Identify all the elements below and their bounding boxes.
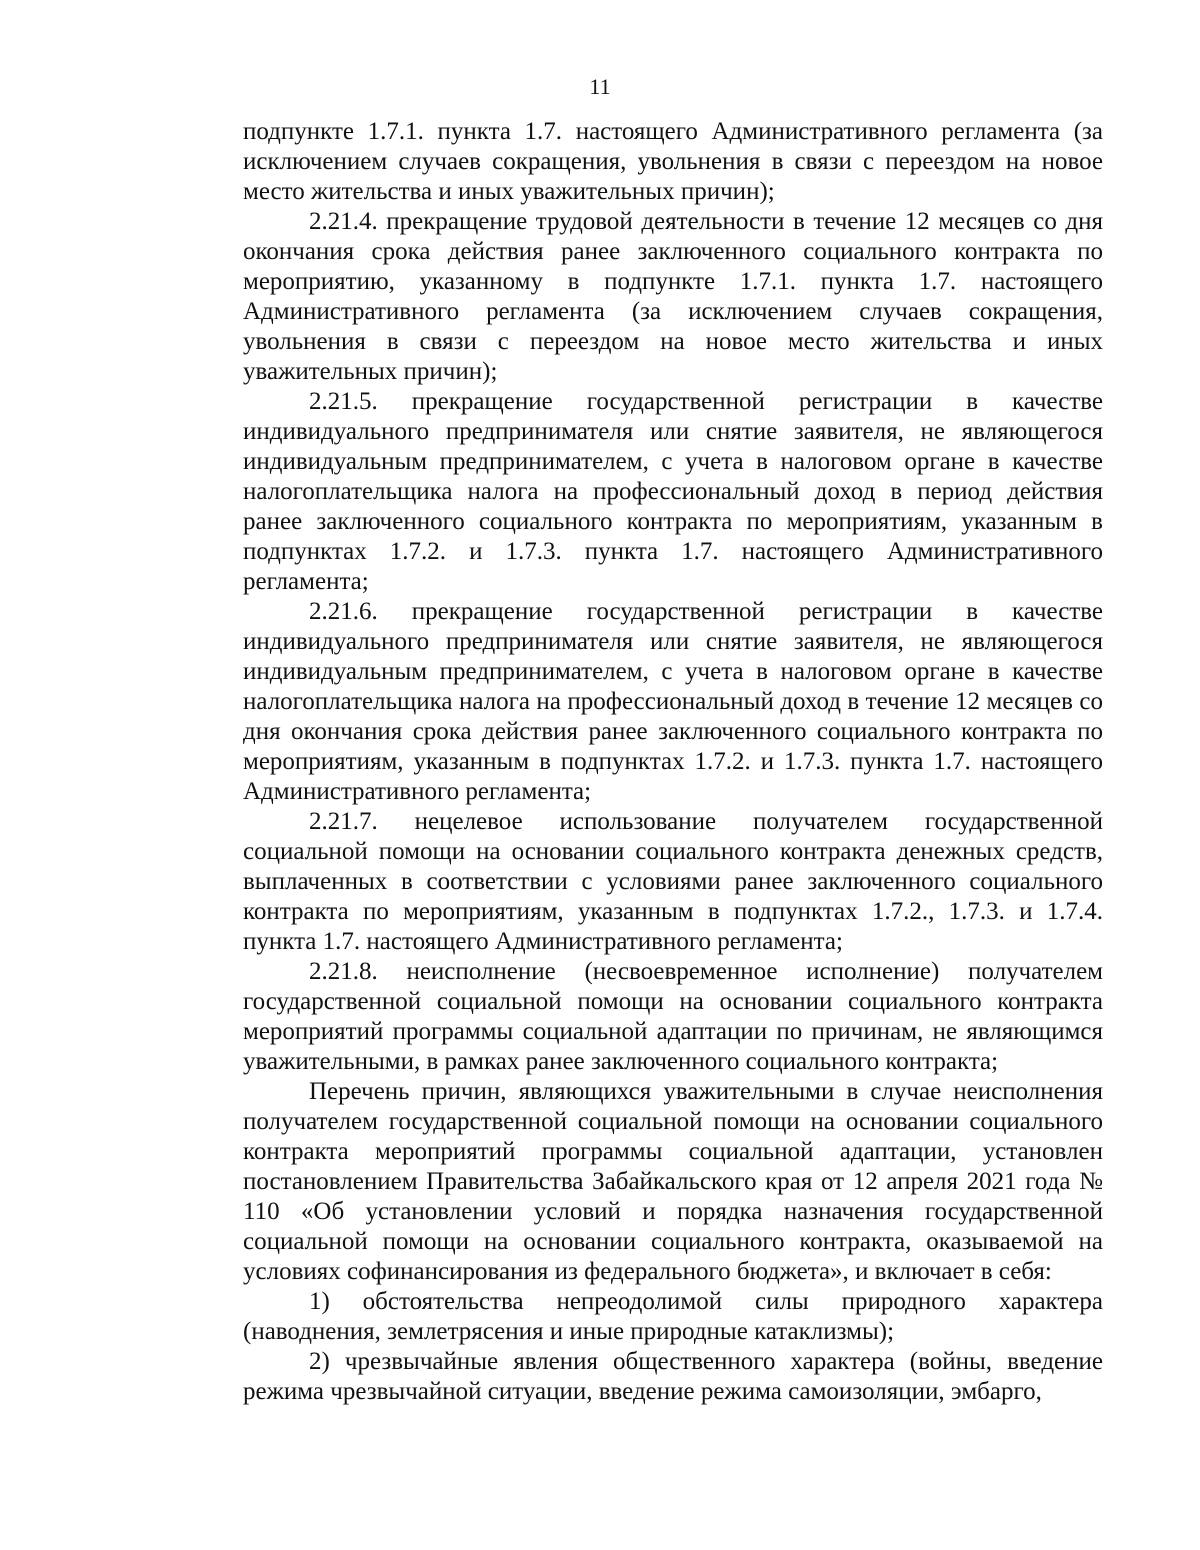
- page-number: 11: [589, 74, 611, 99]
- list-item-1: 1) обстоятельства непреодолимой силы природного характера (наводнения, землетрясения и иные природные катаклизмы);: [243, 1288, 1103, 1345]
- document-body: [243, 117, 1103, 1407]
- paragraph-2-21-6: 2.21.6. прекращение государственной регистрации в качестве индивидуального предпринимателя или снятие заявителя, не являющегося индивидуальным предпринимателем, с учета в налоговом органе в качестве налогоплательщика налога на профессиональный доход в течение 12 месяцев со дня окончания срока действия ранее заключенного социального контракта по мероприятиям, указанным в подпунктах 1.7.2. и 1.7.3. пункта 1.7. настоящего Административного регламента;: [243, 598, 1103, 805]
- paragraph-2-21-7: 2.21.7. нецелевое использование получателем государственной социальной помощи на основании социального контракта денежных средств, выплаченных в соответствии с условиями ранее заключенного социального контракта по мероприятиям, указанным в подпунктах 1.7.2., 1.7.3. и 1.7.4. пункта 1.7. настоящего Административного регламента;: [243, 808, 1103, 955]
- paragraph-continuation: подпункте 1.7.1. пункта 1.7. настоящего Административного регламента (за исключением случаев сокращения, увольнения в связи с переездом на новое место жительства и иных уважительных причин);: [243, 118, 1103, 205]
- paragraph-2-21-5: 2.21.5. прекращение государственной регистрации в качестве индивидуального предпринимателя или снятие заявителя, не являющегося индивидуальным предпринимателем, с учета в налоговом органе в качестве налогоплательщика налога на профессиональный доход в период действия ранее заключенного социального контракта по мероприятиям, указанным в подпунктах 1.7.2. и 1.7.3. пункта 1.7. настоящего Административного регламента;: [243, 388, 1103, 595]
- paragraph-valid-reasons: Перечень причин, являющихся уважительными в случае неисполнения получателем государственной социальной помощи на основании социального контракта мероприятий программы социальной адаптации, установлен постановлением Правительства Забайкальского края от 12 апреля 2021 года № 110 «Об установлении условий и порядка назначения государственной социальной помощи на основании социального контракта, оказываемой на условиях софинансирования из федерального бюджета», и включает в себя:: [243, 1078, 1103, 1285]
- paragraph-2-21-4: 2.21.4. прекращение трудовой деятельности в течение 12 месяцев со дня окончания срока действия ранее заключенного социального контракта по мероприятию, указанному в подпункте 1.7.1. пункта 1.7. настоящего Административного регламента (за исключением случаев сокращения, увольнения в связи с переездом на новое место жительства и иных уважительных причин);: [243, 208, 1103, 385]
- list-item-2: 2) чрезвычайные явления общественного характера (войны, введение режима чрезвычайной ситуации, введение режима самоизоляции, эмбарго,: [243, 1348, 1103, 1405]
- paragraph-2-21-8: 2.21.8. неисполнение (несвоевременное исполнение) получателем государственной социальной помощи на основании социального контракта мероприятий программы социальной адаптации по причинам, не являющимся уважительными, в рамках ранее заключенного социального контракта;: [243, 958, 1103, 1075]
